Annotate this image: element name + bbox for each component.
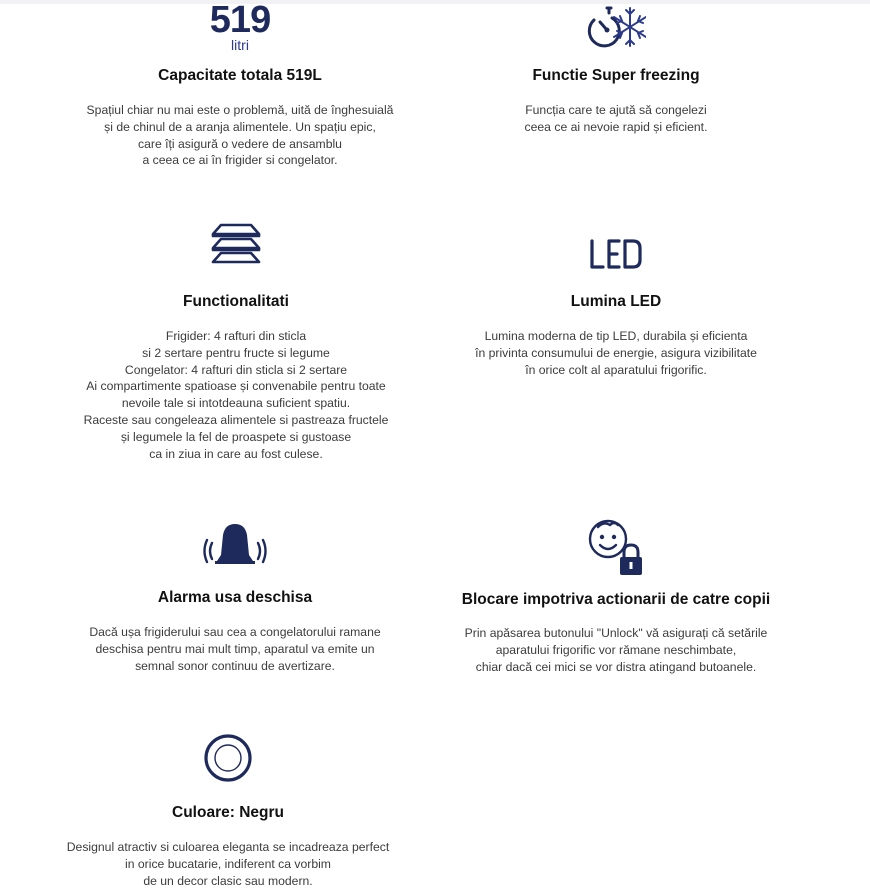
capacity-description: [40, 102, 440, 169]
desc-line: în privinta consumului de energie, asigura vizibilitate: [475, 345, 757, 360]
desc-line: in orice bucatarie, indiferent ca vorbim: [125, 856, 331, 871]
desc-line: Ai compartimente spatioase și convenabile pentru toate: [86, 379, 386, 394]
desc-line: și de chinul de a aranja alimentele. Un spațiu epic,: [104, 119, 376, 134]
desc-line: în orice colt al aparatului frigorific.: [525, 362, 707, 377]
feature-led: [416, 210, 816, 410]
child-lock-icon: [586, 517, 646, 582]
functionality-title: Functionalitati: [183, 293, 289, 310]
desc-line: Designul atractiv si culoarea eleganta se incadreaza perfect: [66, 840, 390, 854]
color-circle-icon: [202, 732, 254, 789]
feature-child-lock: [416, 515, 816, 685]
alarm-title: Alarma usa deschisa: [157, 589, 313, 606]
desc-line: ca in ziua in care au fost culese.: [149, 446, 323, 461]
functionality-description: [36, 328, 436, 462]
feature-alarm: [35, 515, 435, 685]
capacity-number: 519: [209, 0, 271, 41]
capacity-unit: litri: [231, 37, 249, 53]
desc-line: deschisa pentru mai mult timp, aparatul va emite un: [95, 641, 375, 656]
feature-super-freezing: [416, 0, 816, 180]
desc-line: aparatului frigorific vor rămane neschimbate,: [495, 642, 737, 657]
desc-line: Lumina moderna de tip LED, durabila și eficienta: [484, 329, 748, 343]
desc-line: Spațiul chiar nu mai este o problemă, uită de înghesuială: [86, 103, 394, 117]
alarm-description: [35, 624, 435, 674]
led-description: [416, 328, 816, 378]
desc-line: si 2 sertare pentru fructe si legume: [142, 345, 330, 360]
bell-alarm-icon: [203, 521, 267, 578]
led-icon: [588, 238, 644, 275]
desc-line: nevoile tale si intotdeauna suficient spatiu.: [121, 396, 351, 411]
desc-line: care îți asigură o vedere de ansamblu: [138, 136, 342, 151]
led-title: Lumina LED: [570, 293, 662, 310]
feature-color: [28, 725, 428, 888]
color-title: Culoare: Negru: [172, 804, 284, 821]
desc-line: Raceste sau congeleaza alimentele si pastreaza fructele: [83, 412, 389, 427]
desc-line: Frigider: 4 rafturi din sticla: [165, 329, 307, 343]
super-freezing-description: [416, 102, 816, 136]
desc-line: Congelator: 4 rafturi din sticla si 2 sertare: [124, 362, 348, 377]
capacity-title: Capacitate totala 519L: [158, 67, 322, 84]
desc-line: și legumele la fel de proaspete si gustoase: [120, 429, 352, 444]
child-lock-title: Blocare impotriva actionarii de catre copii: [461, 591, 771, 608]
desc-line: semnal sonor continuu de avertizare.: [135, 658, 335, 673]
desc-line: Prin apăsarea butonului "Unlock" vă asigurați că setările: [464, 626, 768, 640]
desc-line: chiar dacă cei mici se vor distra atingand butoanele.: [475, 659, 757, 674]
timer-snowflake-icon: [586, 2, 646, 57]
super-freezing-title: Functie Super freezing: [532, 67, 700, 84]
capacity-519-icon: [210, 2, 270, 52]
desc-line: ceea ce ai nevoie rapid și eficient.: [524, 119, 708, 134]
stacked-shelves-icon: [209, 222, 263, 271]
desc-line: de un decor clasic sau modern.: [143, 873, 313, 888]
desc-line: Dacă ușa frigiderului sau cea a congelatorului ramane: [89, 625, 381, 639]
child-lock-description: [416, 625, 816, 675]
color-description: [28, 839, 428, 889]
feature-capacity: [40, 0, 440, 180]
desc-line: a ceea ce ai în frigider si congelator.: [142, 153, 338, 168]
desc-line: Funcția care te ajută să congelezi: [525, 103, 707, 117]
feature-functionality: [36, 210, 436, 470]
